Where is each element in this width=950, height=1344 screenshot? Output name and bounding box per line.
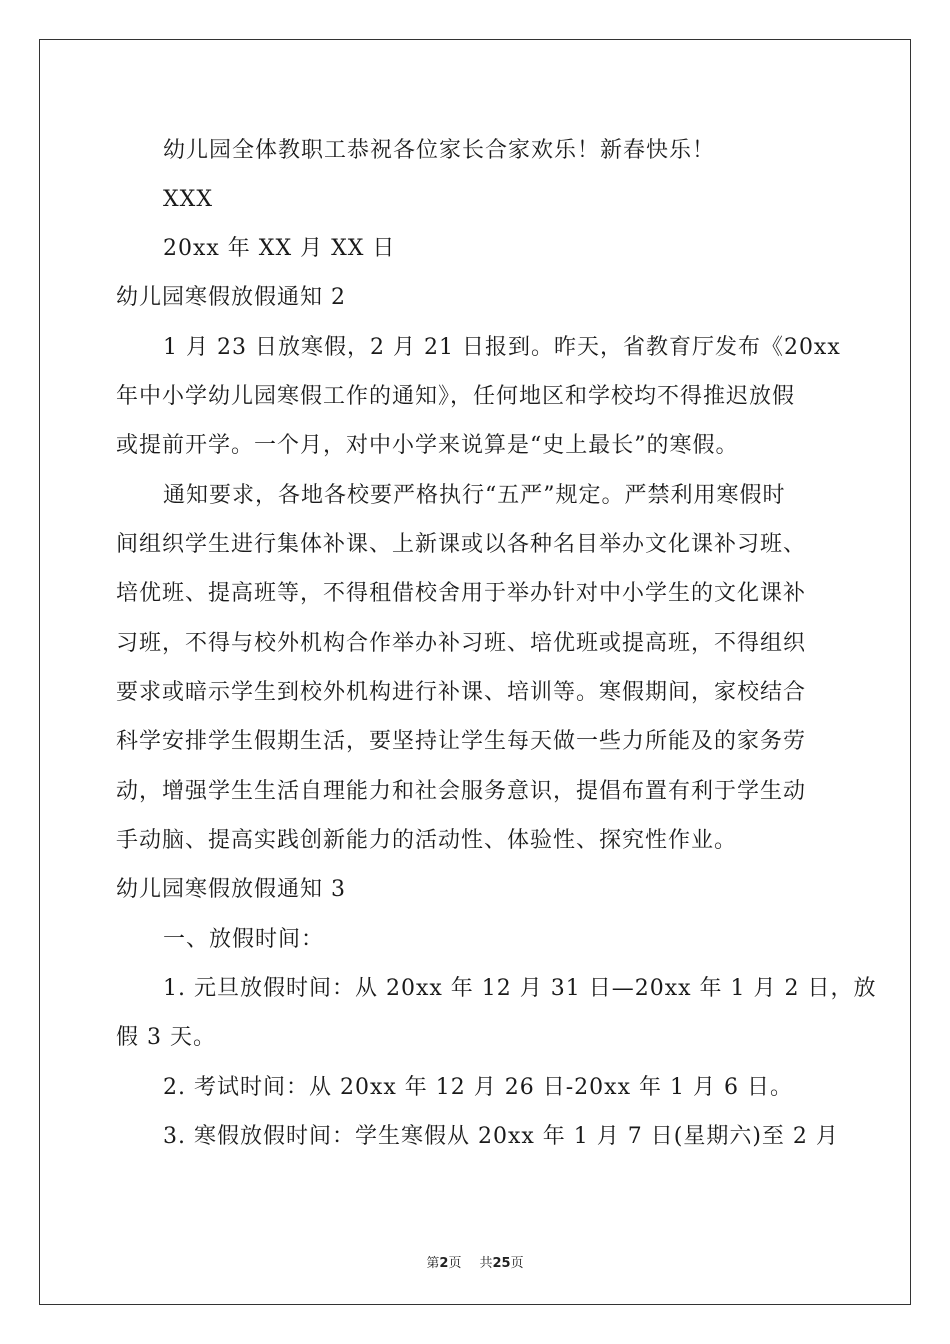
total-pages-prefix: 共 — [479, 1256, 493, 1271]
paragraph-line: 动，增强学生生活自理能力和社会服务意识，提倡布置有利于学生动 — [116, 779, 807, 804]
total-pages-suffix: 页 — [510, 1256, 524, 1271]
signature-date: 20xx 年 XX 月 XX 日 — [163, 236, 396, 261]
list-item-continuation: 假 3 天。 — [116, 1025, 216, 1050]
paragraph-line: 间组织学生进行集体补课、上新课或以各种名目举办文化课补习班、 — [116, 532, 807, 557]
page-border — [39, 39, 911, 1305]
paragraph-line: 培优班、提高班等，不得租借校舍用于举办针对中小学生的文化课补 — [116, 581, 807, 606]
page-footer — [0, 1252, 950, 1271]
list-item: 1. 元旦放假时间：从 20xx 年 12 月 31 日—20xx 年 1 月 2 日，放 — [163, 976, 877, 1001]
page-number-suffix: 页 — [448, 1256, 462, 1271]
paragraph-line: 1 月 23 日放寒假，2 月 21 日报到。昨天，省教育厅发布《20xx — [163, 335, 841, 360]
current-page-number: 2 — [439, 1256, 449, 1271]
total-page-count: 25 — [492, 1256, 511, 1271]
paragraph-line: 习班，不得与校外机构合作举办补习班、培优班或提高班，不得组织 — [116, 631, 807, 656]
section-heading-3: 幼儿园寒假放假通知 3 — [116, 877, 346, 902]
paragraph-line: 通知要求，各地各校要严格执行“五严”规定。严禁利用寒假时 — [163, 483, 786, 508]
greeting-line: 幼儿园全体教职工恭祝各位家长合家欢乐！新春快乐！ — [163, 138, 716, 163]
signature-name: XXX — [163, 187, 213, 212]
page-number-prefix: 第 — [426, 1256, 440, 1271]
paragraph-line: 科学安排学生假期生活，要坚持让学生每天做一些力所能及的家务劳 — [116, 729, 807, 754]
paragraph-line: 或提前开学。一个月，对中小学来说算是“史上最长”的寒假。 — [116, 433, 739, 458]
paragraph-line: 要求或暗示学生到校外机构进行补课、培训等。寒假期间，家校结合 — [116, 680, 807, 705]
list-item: 2. 考试时间：从 20xx 年 12 月 26 日-20xx 年 1 月 6 日。 — [163, 1075, 793, 1100]
paragraph-line: 手动脑、提高实践创新能力的活动性、体验性、探究性作业。 — [116, 828, 738, 853]
subsection-heading: 一、放假时间： — [163, 927, 325, 952]
paragraph-line: 年中小学幼儿园寒假工作的通知》，任何地区和学校均不得推迟放假 — [116, 384, 796, 409]
section-heading-2: 幼儿园寒假放假通知 2 — [116, 285, 346, 310]
list-item: 3. 寒假放假时间：学生寒假从 20xx 年 1 月 7 日(星期六)至 2 月 — [163, 1124, 839, 1149]
